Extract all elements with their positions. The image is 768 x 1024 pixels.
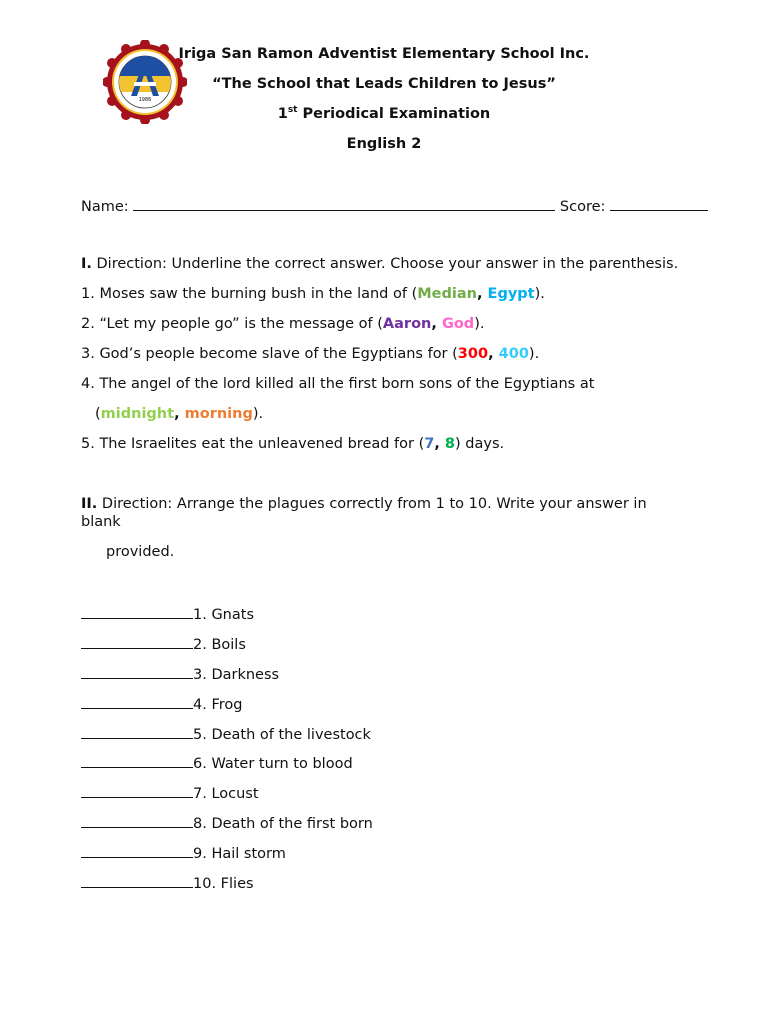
question-text: 4. The angel of the lord killed all the first born sons of the Egyptians at [81,376,595,392]
question-3 [81,346,539,362]
plague-item [81,634,246,653]
answer-option-median[interactable]: Median [417,286,477,302]
name-score-row [81,196,708,215]
answer-option-300[interactable]: 300 [457,346,489,362]
answer-blank[interactable] [81,724,193,739]
answer-blank[interactable] [81,813,193,828]
section2-direction [81,496,647,512]
question-open-paren: ( [95,406,101,422]
section2-direction-line2: blank [81,514,121,530]
question-suffix: ) days. [455,436,505,452]
section1-direction-text: Direction: Underline the correct answer. Choose your answer in the parenthesis. [96,256,679,272]
question-2 [81,316,484,332]
answer-blank[interactable] [81,634,193,649]
question-suffix: ). [252,406,264,422]
option-separator: , [174,406,185,422]
answer-blank[interactable] [81,873,193,888]
question-text: 1. Moses saw the burning bush in the land of ( [81,286,418,302]
plague-label: 8. Death of the first born [193,816,373,832]
answer-option-8[interactable]: 8 [444,436,456,452]
name-label: Name: [81,199,129,215]
option-separator: , [434,436,445,452]
plague-item [81,664,279,683]
school-motto: “The School that Leads Children to Jesus” [212,76,556,92]
answer-blank[interactable] [81,664,193,679]
plague-label: 4. Frog [193,697,243,713]
question-text: 3. God’s people become slave of the Egyptians for ( [81,346,458,362]
question-text: 2. “Let my people go” is the message of ( [81,316,383,332]
answer-option-midnight[interactable]: midnight [100,406,175,422]
plague-item [81,604,254,623]
plague-item [81,843,286,862]
plague-label: 10. Flies [193,876,254,892]
answer-blank[interactable] [81,604,193,619]
plague-label: 7. Locust [193,786,259,802]
answer-blank[interactable] [81,753,193,768]
section2-direction-line3: provided. [106,544,175,560]
plague-label: 1. Gnats [193,607,254,623]
question-1 [81,286,545,302]
plague-item [81,694,242,713]
option-separator: , [431,316,442,332]
answer-option-morning[interactable]: morning [184,406,253,422]
plague-label: 9. Hail storm [193,846,286,862]
exam-title [0,106,768,122]
exam-ordinal-suffix: st [287,105,298,116]
seal-year: 1986 [138,97,152,103]
answer-option-egypt[interactable]: Egypt [487,286,535,302]
option-separator: , [488,346,499,362]
name-blank[interactable] [133,196,555,211]
answer-blank[interactable] [81,843,193,858]
answer-option-400[interactable]: 400 [498,346,529,362]
plague-item [81,753,353,772]
answer-blank[interactable] [81,694,193,709]
section1-direction [81,256,678,272]
exam-ordinal: 1 [277,106,288,122]
question-4-line1 [81,376,594,392]
plague-label: 3. Darkness [193,667,280,683]
question-text: 5. The Israelites eat the unleavened bread for ( [81,436,425,452]
plague-item [81,783,259,802]
question-suffix: ). [474,316,485,332]
option-separator: , [476,286,488,302]
score-label: Score: [559,199,606,215]
section2-numeral: II. [81,496,98,512]
answer-blank[interactable] [81,783,193,798]
section1-numeral: I. [81,256,92,272]
answer-option-aaron[interactable]: Aaron [382,316,432,332]
school-name: Iriga San Ramon Adventist Elementary School Inc. [178,46,590,62]
plague-item [81,813,373,832]
question-4-line2 [95,406,263,422]
plague-item [81,724,371,743]
question-5 [81,436,504,452]
answer-option-god[interactable]: God [441,316,475,332]
subject-title: English 2 [346,136,422,152]
plague-label: 6. Water turn to blood [193,756,353,772]
plague-label: 2. Boils [193,637,246,653]
question-suffix: ). [528,346,540,362]
section2-direction-text: Direction: Arrange the plagues correctly from 1 to 10. Write your answer in [101,496,647,512]
plague-item [81,873,254,892]
question-suffix: ). [534,286,545,302]
plague-label: 5. Death of the livestock [193,727,371,743]
answer-option-7[interactable]: 7 [424,436,435,452]
score-blank[interactable] [610,196,708,211]
exam-title-text: Periodical Examination [302,106,491,122]
